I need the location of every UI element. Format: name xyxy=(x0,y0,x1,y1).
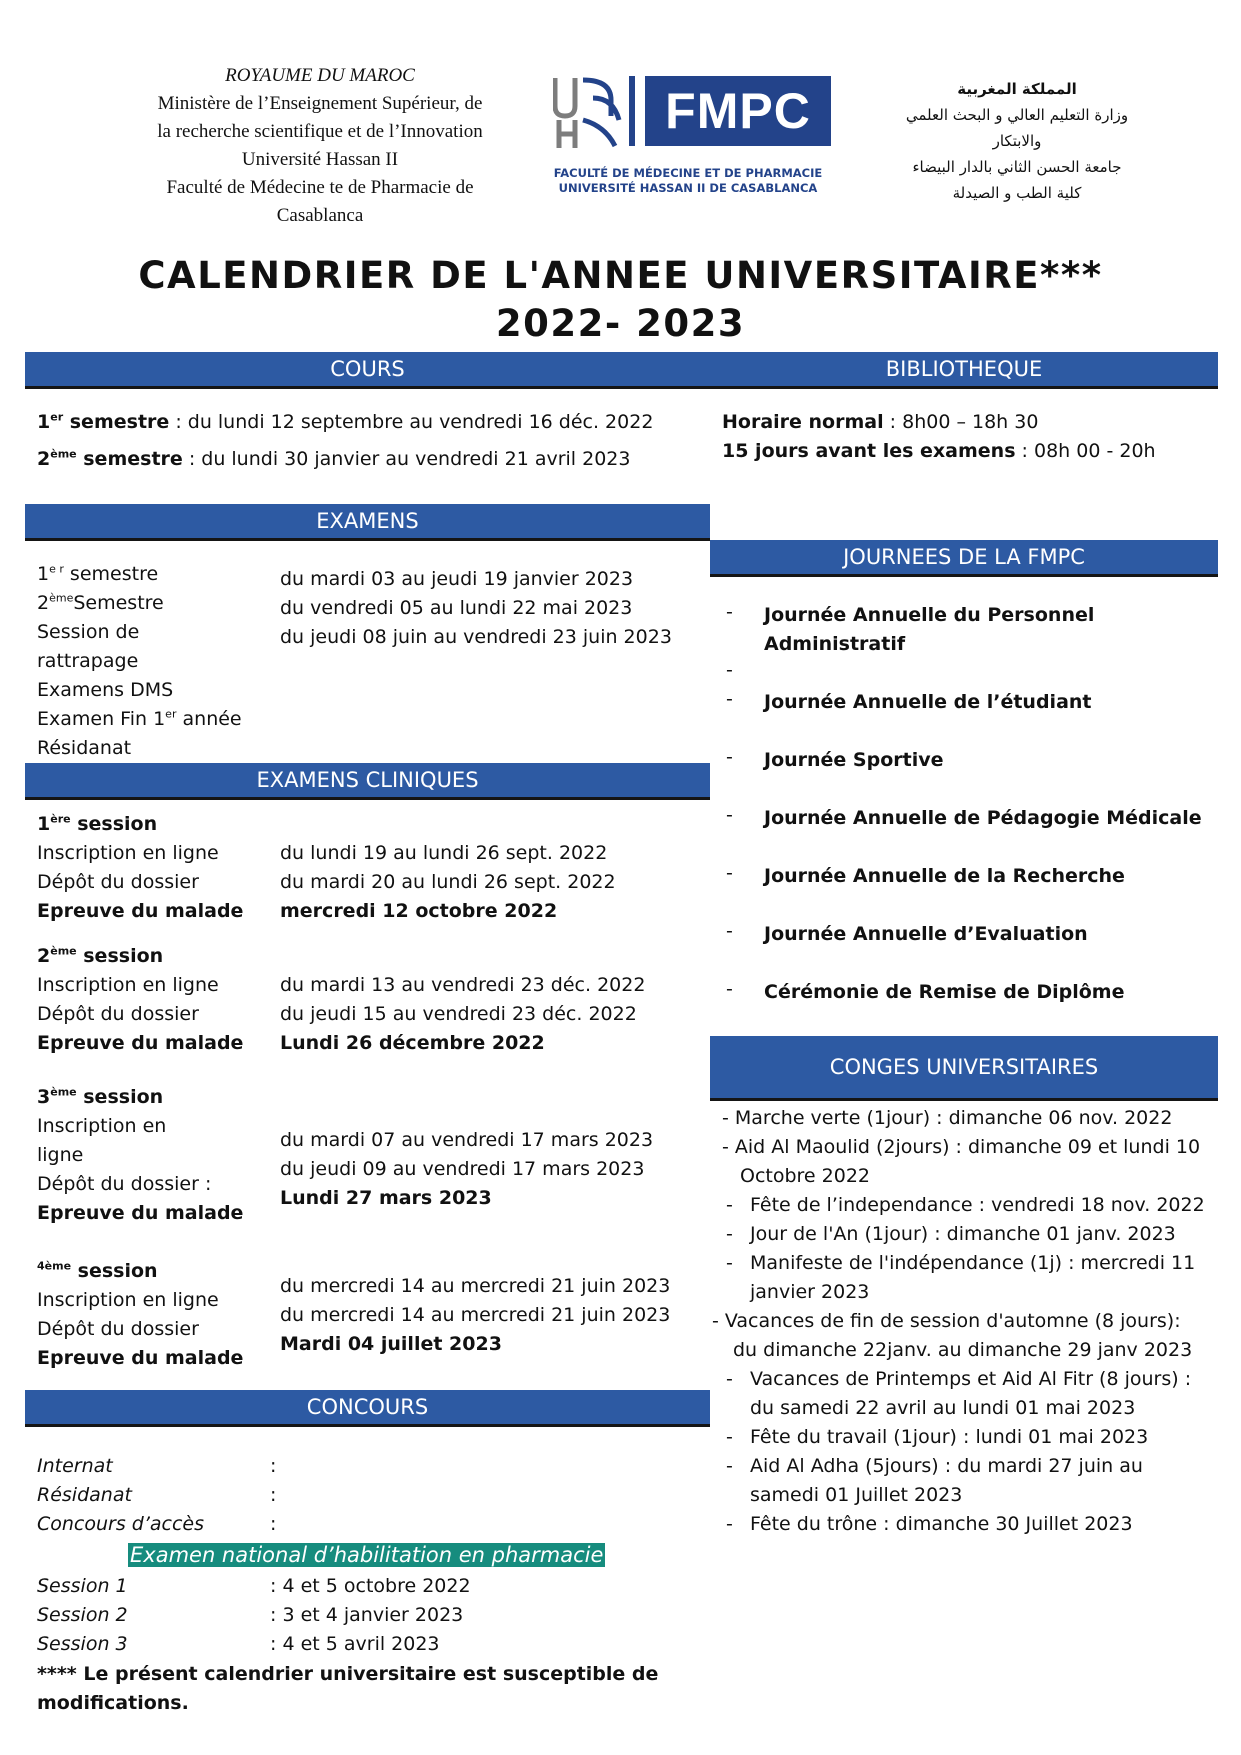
list-dash: - xyxy=(726,688,733,710)
list-dash: - xyxy=(726,920,733,942)
page-subtitle-year: 2022- 2023 xyxy=(495,302,746,345)
concours-item: Résidanat xyxy=(37,1484,132,1506)
clinical-inscription-label-cont: ligne xyxy=(37,1144,84,1166)
conges-line: Aid Al Adha (5jours) : du mardi 27 juin au xyxy=(750,1455,1143,1477)
list-dash: - xyxy=(726,601,733,623)
conges-line-cont: samedi 01 Juillet 2023 xyxy=(750,1484,963,1506)
clinical-epreuve-label: Epreuve du malade xyxy=(37,900,244,922)
pharma-session-value: : 3 et 4 janvier 2023 xyxy=(270,1604,464,1626)
clinical-inscription-date: du lundi 19 au lundi 26 sept. 2022 xyxy=(280,842,608,864)
list-dash: - xyxy=(726,659,733,681)
cours-heading: COURS xyxy=(25,352,710,389)
journee-item: Journée Annuelle de l’étudiant xyxy=(764,691,1092,713)
conges-line: Fête du trône : dimanche 30 Juillet 2023 xyxy=(750,1513,1133,1535)
conges-line: Fête de l’independance : vendredi 18 nov. 2022 xyxy=(750,1194,1205,1216)
faculty-line-1: Faculté de Médecine te de Pharmacie de xyxy=(166,177,474,198)
clinical-depot-label: Dépôt du dossier xyxy=(37,1003,199,1025)
logo-letters: FMPC xyxy=(665,83,811,139)
clinical-inscription-label: Inscription en ligne xyxy=(37,1289,219,1311)
examens-label: 2èmeSemestre xyxy=(37,591,164,614)
clinical-session-2-dates xyxy=(280,971,645,1058)
clinical-session-1-dates xyxy=(280,839,616,926)
conges-dash: - xyxy=(726,1455,733,1477)
page-title: CALENDRIER DE L'ANNEE UNIVERSITAIRE*** xyxy=(138,254,1103,297)
disclaimer-note xyxy=(37,1660,658,1718)
clinical-depot-date: du mardi 20 au lundi 26 sept. 2022 xyxy=(280,871,616,893)
concours-colon: : xyxy=(270,1513,277,1535)
arabic-ministry-2: والابتكار xyxy=(992,132,1042,150)
clinical-epreuve-date: Mardi 04 juillet 2023 xyxy=(280,1333,502,1355)
clinical-inscription-label: Inscription en ligne xyxy=(37,842,219,864)
clinical-inscription-label: Inscription en xyxy=(37,1115,167,1137)
clinical-depot-date: du jeudi 15 au vendredi 23 déc. 2022 xyxy=(280,1003,637,1025)
examens-label: Examens DMS xyxy=(37,679,174,701)
clinical-depot-label: Dépôt du dossier : xyxy=(37,1173,212,1195)
journee-item: Journée Annuelle d’Evaluation xyxy=(764,923,1088,945)
journee-item-cont: Administratif xyxy=(764,633,906,655)
cours-semester-2: 2ème semestre : du lundi 30 janvier au vendredi 21 avril 2023 xyxy=(37,447,631,470)
clinical-epreuve-label: Epreuve du malade xyxy=(37,1347,244,1369)
concours-colon: : xyxy=(270,1484,277,1506)
examens-date: du mardi 03 au jeudi 19 janvier 2023 xyxy=(280,568,634,590)
examens-labels xyxy=(37,560,242,763)
clinical-session-3-labels xyxy=(37,1083,243,1228)
pharma-session-label: Session 1 xyxy=(37,1575,128,1597)
examens-label: $1^{e r}$ semestre xyxy=(37,562,159,585)
examens-label: Résidanat xyxy=(37,737,132,759)
arabic-faculty: كلية الطب و الصيدلة xyxy=(952,184,1082,202)
clinical-epreuve-label: Epreuve du malade xyxy=(37,1032,244,1054)
list-dash: - xyxy=(726,804,733,826)
clinical-epreuve-date: Lundi 27 mars 2023 xyxy=(280,1187,492,1209)
examens-dates xyxy=(280,565,672,652)
pharma-exam-title xyxy=(128,1540,605,1571)
clinical-inscription-date: du mercredi 14 au mercredi 21 juin 2023 xyxy=(280,1275,671,1297)
clinical-session-3-dates xyxy=(280,1126,653,1213)
journee-item: Cérémonie de Remise de Diplôme xyxy=(764,981,1125,1003)
clinical-inscription-date: du mardi 13 au vendredi 23 déc. 2022 xyxy=(280,974,646,996)
clinical-depot-date: du jeudi 09 au vendredi 17 mars 2023 xyxy=(280,1158,645,1180)
pharma-session-label: Session 2 xyxy=(37,1604,128,1626)
disclaimer-line-2: modifications. xyxy=(37,1692,189,1714)
pharma-exam-title-text: Examen national d’habilitation en pharmacie xyxy=(130,1543,604,1567)
conges-line-cont: du samedi 22 avril au lundi 01 mai 2023 xyxy=(750,1397,1136,1419)
examens-label: Examen Fin 1er année xyxy=(37,707,242,730)
conges-dash: - xyxy=(726,1426,733,1448)
concours-colon: : xyxy=(270,1455,277,1477)
journee-item: Journée Annuelle de Pédagogie Médicale xyxy=(764,807,1202,829)
clinical-depot-label: Dépôt du dossier xyxy=(37,871,199,893)
arabic-kingdom: المملكة المغربية xyxy=(957,80,1077,98)
university-name: Université Hassan II xyxy=(241,149,399,170)
clinical-session-4-dates xyxy=(280,1272,670,1359)
clinical-epreuve-date: mercredi 12 octobre 2022 xyxy=(280,900,558,922)
examens-label: Session de xyxy=(37,621,140,643)
clinical-session-title: $^{4ème}$ session xyxy=(37,1259,158,1282)
examens-label: rattrapage xyxy=(37,650,139,672)
clinical-epreuve-date: Lundi 26 décembre 2022 xyxy=(280,1032,545,1054)
conges-line-cont: Octobre 2022 xyxy=(740,1165,871,1187)
conges-line: - Marche verte (1jour) : dimanche 06 nov. 2022 xyxy=(722,1107,1173,1129)
journee-item: Journée Sportive xyxy=(764,749,944,771)
concours-heading: CONCOURS xyxy=(25,1390,710,1427)
examens-date: du jeudi 08 juin au vendredi 23 juin 2023 xyxy=(280,626,672,648)
pharma-session-value: : 4 et 5 avril 2023 xyxy=(270,1633,440,1655)
list-dash: - xyxy=(726,746,733,768)
concours-item: Concours d’accès xyxy=(37,1513,205,1535)
ministry-line-2: la recherche scientifique et de l’Innovation xyxy=(157,121,483,142)
clinical-session-2-labels xyxy=(37,942,243,1058)
journees-heading: JOURNEES DE LA FMPC xyxy=(710,540,1218,577)
conges-line: Jour de l'An (1jour) : dimanche 01 janv. 2023 xyxy=(750,1223,1176,1245)
conges-dash: - xyxy=(726,1252,733,1274)
conges-line: Vacances de Printemps et Aid Al Fitr (8 jours) : xyxy=(750,1368,1192,1390)
logo-subtitle-2: UNIVERSITÉ HASSAN II DE CASABLANCA xyxy=(558,181,818,195)
clinical-inscription-label: Inscription en ligne xyxy=(37,974,219,996)
header-left-institution xyxy=(80,62,560,230)
clinical-epreuve-label: Epreuve du malade xyxy=(37,1202,244,1224)
conges-line: - Vacances de fin de session d'automne (8 jours): xyxy=(712,1310,1181,1332)
list-dash: - xyxy=(726,978,733,1000)
ministry-line-1: Ministère de l’Enseignement Supérieur, de xyxy=(157,93,483,114)
cours-semester-1: 1er semestre : du lundi 12 septembre au vendredi 16 déc. 2022 xyxy=(37,410,654,433)
header-right-institution xyxy=(852,76,1182,206)
journee-item: Journée Annuelle de la Recherche xyxy=(764,865,1125,887)
pharma-session-label: Session 3 xyxy=(37,1633,128,1655)
bibliotheque-exam-hours: 15 jours avant les examens : 08h 00 - 20h xyxy=(722,440,1156,462)
conges-line: Fête du travail (1jour) : lundi 01 mai 2023 xyxy=(750,1426,1149,1448)
clinical-inscription-date: du mardi 07 au vendredi 17 mars 2023 xyxy=(280,1129,654,1151)
journee-item: Journée Annuelle du Personnel xyxy=(764,604,1095,626)
pharma-session-labels xyxy=(37,1572,128,1659)
conges-dash: - xyxy=(726,1223,733,1245)
pharma-session-value: : 4 et 5 octobre 2022 xyxy=(270,1575,471,1597)
arabic-university: جامعة الحسن الثاني بالدار البيضاء xyxy=(912,158,1122,176)
fmpc-logo xyxy=(553,76,833,204)
kingdom-name: ROYAUME DU MAROC xyxy=(225,65,415,86)
conges-heading: CONGES UNIVERSITAIRES xyxy=(710,1036,1218,1101)
clinical-session-1-labels xyxy=(37,810,243,926)
clinical-depot-label: Dépôt du dossier xyxy=(37,1318,199,1340)
conges-line-cont: janvier 2023 xyxy=(750,1281,870,1303)
clinical-depot-date: du mercredi 14 au mercredi 21 juin 2023 xyxy=(280,1304,671,1326)
clinical-session-title: 1ère session xyxy=(37,812,158,835)
examens-date: du vendredi 05 au lundi 22 mai 2023 xyxy=(280,597,633,619)
clinical-session-title: 2ème session xyxy=(37,944,164,967)
conges-line-cont: du dimanche 22janv. au dimanche 29 janv 2023 xyxy=(733,1339,1193,1361)
faculty-line-2: Casablanca xyxy=(276,205,364,226)
conges-dash: - xyxy=(726,1513,733,1535)
conges-line: Manifeste de l'indépendance (1j) : mercredi 11 xyxy=(750,1252,1196,1274)
clinical-session-title: 3ème session xyxy=(37,1085,164,1108)
arabic-ministry-1: وزارة التعليم العالي و البحث العلمي xyxy=(905,106,1129,124)
examens-heading: EXAMENS xyxy=(25,504,710,541)
bibliotheque-normal-hours: Horaire normal : 8h00 – 18h 30 xyxy=(722,411,1039,433)
pharma-session-values xyxy=(270,1572,471,1659)
examens-cliniques-heading: EXAMENS CLINIQUES xyxy=(25,763,710,800)
concours-list xyxy=(37,1452,204,1539)
logo-subtitle-1: FACULTÉ DE MÉDECINE ET DE PHARMACIE xyxy=(553,166,823,180)
conges-line: - Aid Al Maoulid (2jours) : dimanche 09 et lundi 10 xyxy=(722,1136,1201,1158)
concours-item: Internat xyxy=(37,1455,113,1477)
concours-colons xyxy=(270,1452,276,1539)
bibliotheque-heading: BIBLIOTHEQUE xyxy=(710,352,1218,389)
conges-dash: - xyxy=(726,1368,733,1390)
clinical-session-4-labels xyxy=(37,1257,243,1373)
list-dash: - xyxy=(726,862,733,884)
disclaimer-line-1: **** Le présent calendrier universitaire est susceptible de xyxy=(37,1663,659,1685)
conges-dash: - xyxy=(726,1194,733,1216)
